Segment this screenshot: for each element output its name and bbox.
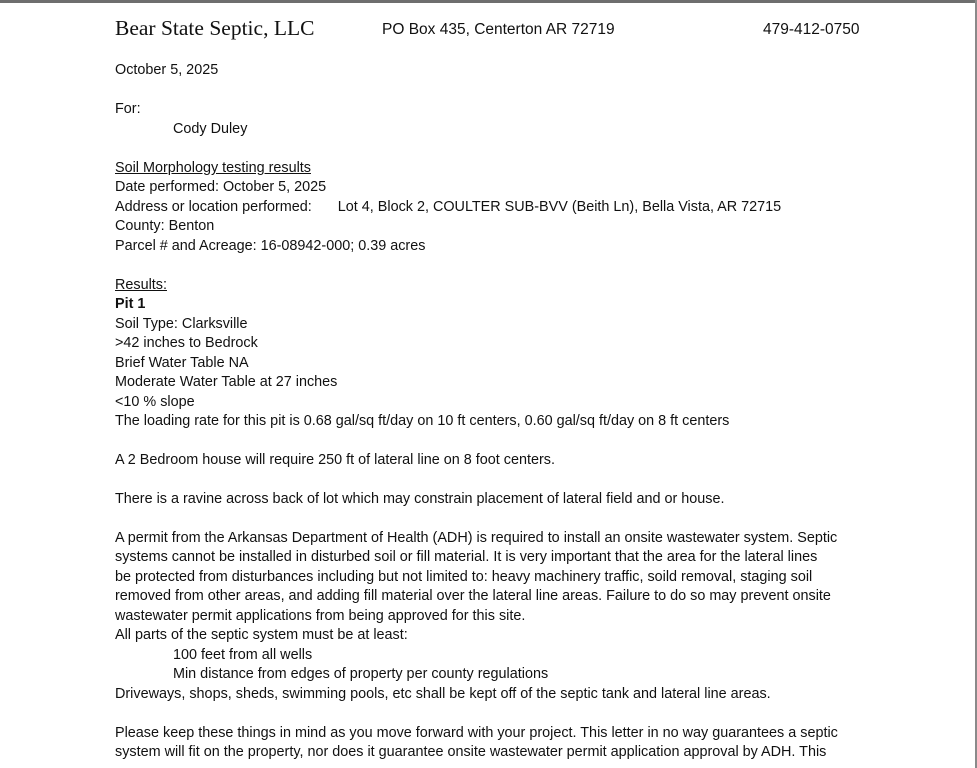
results-heading: Results:: [115, 277, 167, 293]
loading-rate: The loading rate for this pit is 0.68 gal/sq ft/day on 10 ft centers, 0.60 gal/sq ft/day on 8 ft centers: [115, 413, 730, 429]
date-performed: Date performed: October 5, 2025: [115, 179, 327, 195]
county: County: Benton: [115, 218, 215, 234]
closing-line: system will fit on the property, nor does it guarantee onsite wastewater permit application approval by ADH. This: [115, 744, 827, 760]
company-phone: 479-412-0750: [763, 21, 860, 38]
location-value: Lot 4, Block 2, COULTER SUB-BVV (Beith Ln), Bella Vista, AR 72715: [337, 199, 782, 215]
letter-date: October 5, 2025: [115, 62, 219, 78]
parcel: Parcel # and Acreage: 16-08942-000; 0.39 acres: [115, 238, 426, 254]
top-border: [0, 0, 977, 3]
result-line: Soil Type: Clarksville: [115, 316, 248, 332]
setback-item: 100 feet from all wells: [173, 647, 313, 663]
permit-line: be protected from disturbances including but not limited to: heavy machinery traffic, soild removal, staging soil: [115, 569, 813, 585]
for-label: For:: [115, 101, 141, 117]
result-line: >42 inches to Bedrock: [115, 335, 258, 351]
permit-line: removed from other areas, and adding fill material over the lateral line areas. Failure to do so may prevent onsite: [115, 588, 831, 604]
result-line: <10 % slope: [115, 394, 195, 410]
driveways-note: Driveways, shops, sheds, swimming pools, etc shall be kept off of the septic tank and lateral line areas.: [115, 686, 771, 702]
closing-line: Please keep these things in mind as you move forward with your project. This letter in no way guarantees a septic: [115, 725, 838, 741]
result-line: Brief Water Table NA: [115, 355, 249, 371]
permit-line: systems cannot be installed in disturbed soil or fill material. It is very important that the area for the lateral lines: [115, 549, 818, 565]
result-line: Moderate Water Table at 27 inches: [115, 374, 338, 390]
company-address: PO Box 435, Centerton AR 72719: [382, 21, 615, 38]
location-label: Address or location performed:: [115, 199, 312, 215]
setback-item: Min distance from edges of property per county regulations: [173, 666, 549, 682]
company-name: Bear State Septic, LLC: [115, 16, 315, 40]
testing-heading: Soil Morphology testing results: [115, 160, 311, 176]
ravine-note: There is a ravine across back of lot which may constrain placement of lateral field and or house.: [115, 491, 725, 507]
bedroom-note: A 2 Bedroom house will require 250 ft of lateral line on 8 foot centers.: [115, 452, 555, 468]
setback-intro: All parts of the septic system must be at least:: [115, 627, 408, 643]
client-name: Cody Duley: [173, 121, 248, 137]
permit-line: wastewater permit applications from being approved for this site.: [115, 608, 526, 624]
permit-line: A permit from the Arkansas Department of Health (ADH) is required to install an onsite wastewater system. Septic: [115, 530, 838, 546]
location-line: [115, 198, 781, 218]
pit-title: Pit 1: [115, 296, 146, 312]
